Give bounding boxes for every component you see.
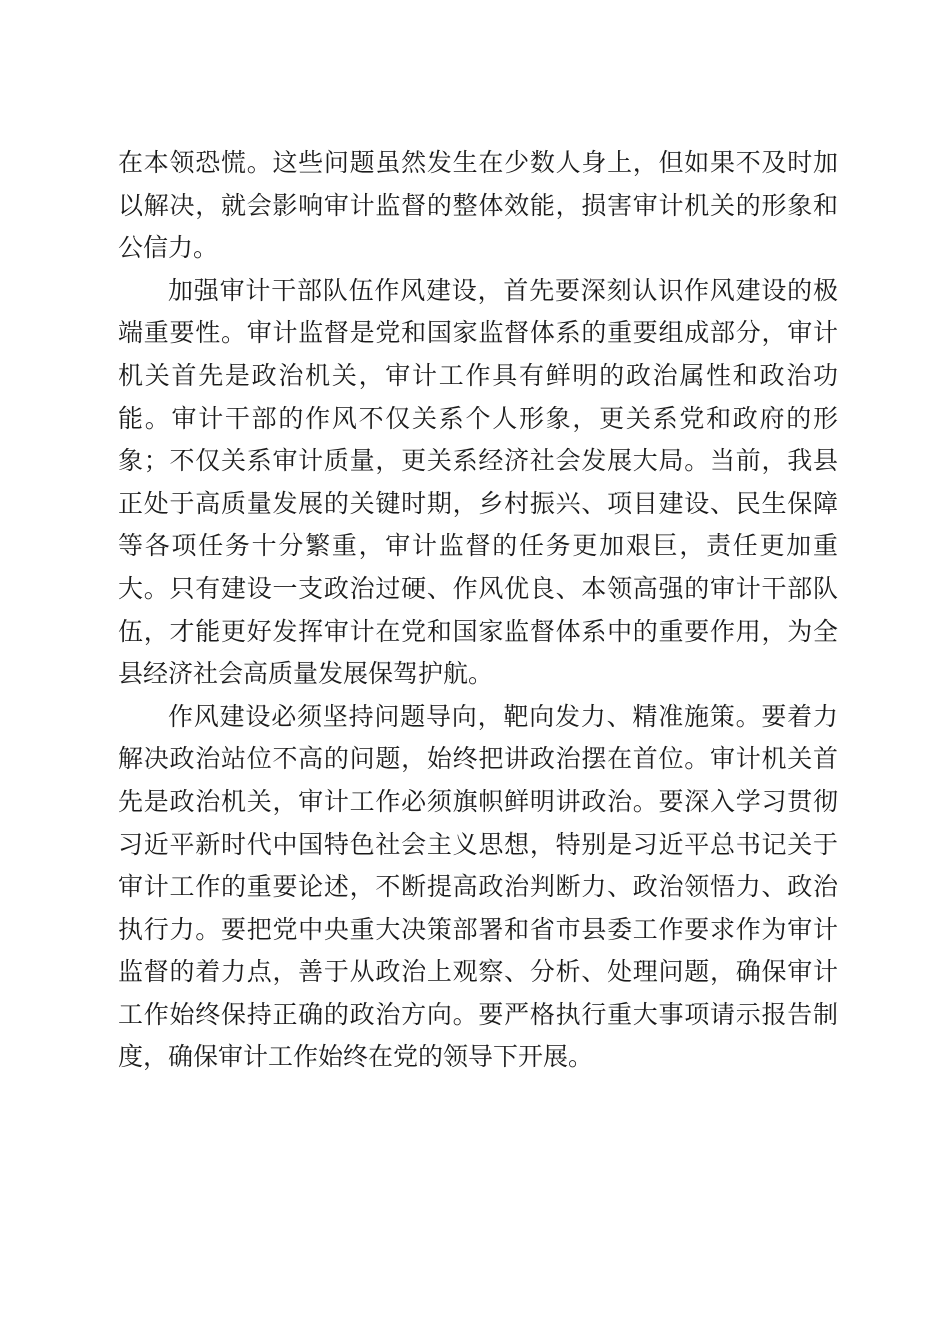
paragraph-3: 作风建设必须坚持问题导向，靶向发力、精准施策。要着力解决政治站位不高的问题，始终把讲政治摆在首位。审计机关首先是政治机关，审计工作必须旗帜鲜明讲政治。要深入学习贯彻习近平新时代中国特色社会主义思想，特别是习近平总书记关于审计工作的重要论述，不断提高政治判断力、政治领悟力、政治执行力。要把党中央重大决策部署和省市县委工作要求作为审计监督的着力点，善于从政治上观察、分析、处理问题，确保审计工作始终保持正确的政治方向。要严格执行重大事项请示报告制度，确保审计工作始终在党的领导下开展。 [118, 701, 838, 1072]
paragraph-1: 在本领恐慌。这些问题虽然发生在少数人身上，但如果不及时加以解决，就会影响审计监督的整体效能，损害审计机关的形象和公信力。 [118, 148, 838, 263]
body-text [118, 142, 838, 1079]
paragraph-2: 加强审计干部队伍作风建设，首先要深刻认识作风建设的极端重要性。审计监督是党和国家监督体系的重要组成部分，审计机关首先是政治机关，审计工作具有鲜明的政治属性和政治功能。审计干部的作风不仅关系个人形象，更关系党和政府的形象；不仅关系审计质量，更关系经济社会发展大局。当前，我县正处于高质量发展的关键时期，乡村振兴、项目建设、民生保障等各项任务十分繁重，审计监督的任务更加艰巨，责任更加重大。只有建设一支政治过硬、作风优良、本领高强的审计干部队伍，才能更好发挥审计在党和国家监督体系中的重要作用，为全县经济社会高质量发展保驾护航。 [118, 275, 838, 689]
